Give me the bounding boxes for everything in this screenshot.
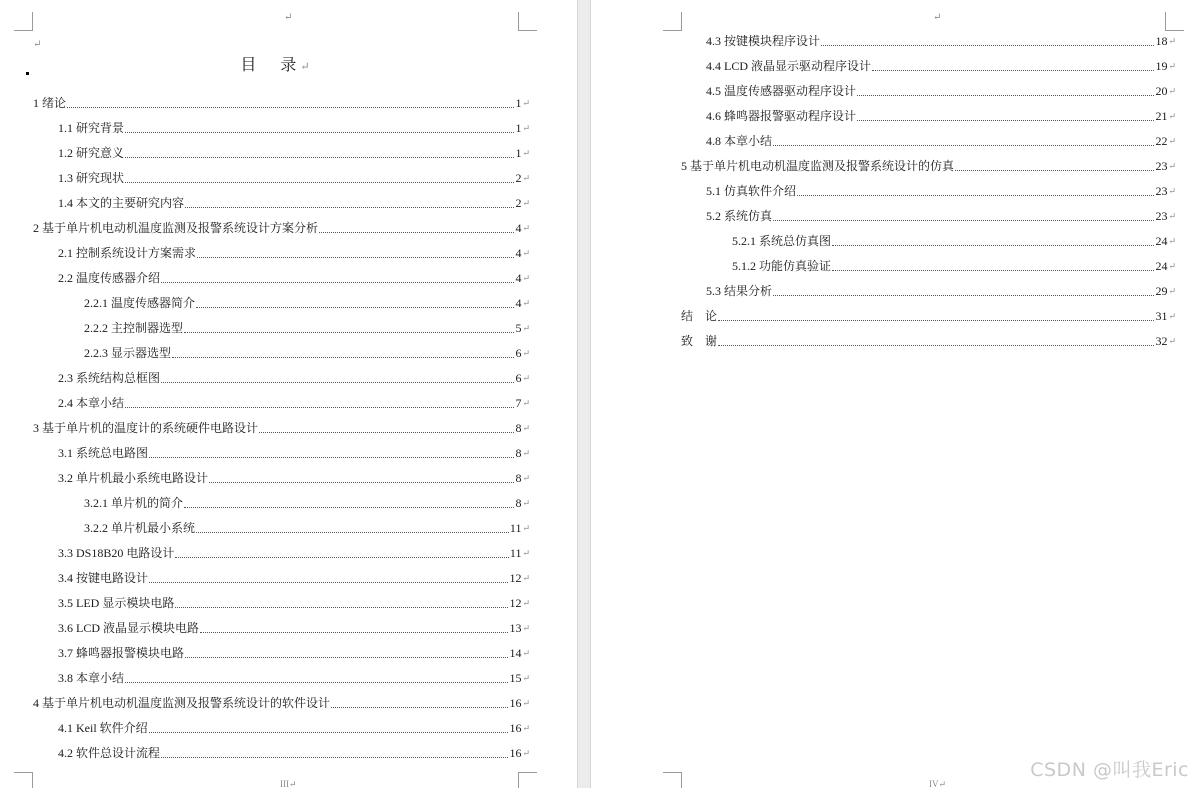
margin-corner-bottom-right <box>518 772 537 788</box>
toc-entry-page: 1 <box>515 145 522 160</box>
toc-entry-label: 1 绪论 <box>33 95 67 110</box>
toc-list-left <box>0 90 530 765</box>
toc-entry-page: 4 <box>515 220 522 235</box>
paragraph-mark: ↵ <box>522 197 530 208</box>
toc-entry[interactable] <box>0 465 530 490</box>
toc-dot-leader <box>161 282 514 283</box>
toc-entry-label: 4.5 温度传感器驱动程序设计 <box>706 83 857 98</box>
toc-entry-page: 7 <box>515 395 522 410</box>
paragraph-mark: ↵ <box>522 322 530 333</box>
toc-entry-label: 3.2.1 单片机的简介 <box>84 495 184 510</box>
footer-page-number-text: IV <box>929 779 939 788</box>
toc-entry[interactable] <box>591 153 1176 178</box>
toc-entry-page: 29 <box>1155 283 1168 298</box>
toc-dot-leader <box>149 582 508 583</box>
toc-entry-label: 4.8 本章小结 <box>706 133 773 148</box>
paragraph-mark: ↵ <box>1168 110 1176 121</box>
paragraph-mark: ↵ <box>522 597 530 608</box>
toc-dot-leader <box>125 407 514 408</box>
empty-paragraph-mark: ↵ <box>33 39 42 50</box>
toc-dot-leader <box>197 257 514 258</box>
toc-dot-leader <box>184 332 514 333</box>
toc-entry-page: 16 <box>509 720 522 735</box>
toc-dot-leader <box>955 170 1154 171</box>
toc-entry-label: 4.6 蜂鸣器报警驱动程序设计 <box>706 108 857 123</box>
toc-entry-label: 3.7 蜂鸣器报警模块电路 <box>58 645 185 660</box>
toc-entry-page: 11 <box>509 520 522 535</box>
toc-dot-leader <box>67 107 514 108</box>
toc-entry[interactable] <box>0 515 530 540</box>
toc-entry[interactable] <box>0 565 530 590</box>
toc-entry-page: 4 <box>515 245 522 260</box>
toc-entry-label: 5 基于单片机电动机温度监测及报警系统设计的仿真 <box>681 158 955 173</box>
toc-entry[interactable] <box>0 340 530 365</box>
toc-entry-page: 20 <box>1155 83 1168 98</box>
paragraph-mark: ↵ <box>522 572 530 583</box>
toc-entry-label: 5.2 系统仿真 <box>706 208 773 223</box>
toc-entry-page: 23 <box>1155 183 1168 198</box>
toc-dot-leader <box>832 245 1154 246</box>
toc-dot-leader <box>175 607 508 608</box>
toc-entry-page: 12 <box>509 570 522 585</box>
footer-page-number <box>280 779 297 788</box>
toc-entry-page: 6 <box>515 370 522 385</box>
paragraph-mark: ↵ <box>522 122 530 133</box>
toc-entry-page: 1 <box>515 95 522 110</box>
toc-entry-label: 3 基于单片机的温度计的系统硬件电路设计 <box>33 420 259 435</box>
paragraph-mark: ↵ <box>522 272 530 283</box>
toc-dot-leader <box>161 382 514 383</box>
paragraph-mark: ↵ <box>522 497 530 508</box>
toc-entry[interactable] <box>0 715 530 740</box>
paragraph-mark: ↵ <box>1168 85 1176 96</box>
toc-entry-label: 3.3 DS18B20 电路设计 <box>58 545 175 560</box>
toc-entry[interactable] <box>0 390 530 415</box>
toc-dot-leader <box>149 732 509 733</box>
toc-dot-leader <box>319 232 514 233</box>
toc-entry-page: 19 <box>1155 58 1168 73</box>
document-page-right <box>591 0 1197 788</box>
toc-entry-label: 2.2.2 主控制器选型 <box>84 320 184 335</box>
paragraph-mark: ↵ <box>522 522 530 533</box>
toc-title-text: 目 录 <box>240 57 301 74</box>
toc-entry[interactable] <box>591 328 1176 353</box>
margin-corner-top-left <box>14 12 33 31</box>
toc-dot-leader <box>196 532 509 533</box>
paragraph-mark: ↵ <box>522 472 530 483</box>
toc-entry-label: 1.3 研究现状 <box>58 170 125 185</box>
toc-title <box>0 56 550 77</box>
toc-entry-page: 13 <box>509 620 522 635</box>
toc-entry[interactable] <box>591 278 1176 303</box>
toc-entry-label: 5.1.2 功能仿真验证 <box>732 258 832 273</box>
toc-entry[interactable] <box>0 365 530 390</box>
paragraph-mark: ↵ <box>522 222 530 233</box>
toc-dot-leader <box>331 707 508 708</box>
paragraph-mark: ↵ <box>522 297 530 308</box>
toc-entry-label: 3.6 LCD 液晶显示模块电路 <box>58 620 200 635</box>
toc-entry[interactable] <box>0 115 530 140</box>
toc-entry-page: 21 <box>1155 108 1168 123</box>
toc-entry-page: 8 <box>515 495 522 510</box>
toc-entry-page: 6 <box>515 345 522 360</box>
toc-entry-page: 14 <box>509 645 522 660</box>
toc-entry-label: 4.1 Keil 软件介绍 <box>58 720 148 735</box>
footer-paragraph-mark: ↵ <box>938 779 947 788</box>
toc-dot-leader <box>832 270 1154 271</box>
toc-dot-leader <box>200 632 508 633</box>
toc-entry-page: 23 <box>1155 208 1168 223</box>
toc-entry[interactable] <box>0 640 530 665</box>
footer-page-number-text: III <box>280 779 289 788</box>
paragraph-mark: ↵ <box>1168 210 1176 221</box>
toc-dot-leader <box>773 145 1154 146</box>
toc-entry-page: 5 <box>515 320 522 335</box>
toc-entry-label: 3.8 本章小结 <box>58 670 125 685</box>
toc-entry-label: 5.3 结果分析 <box>706 283 773 298</box>
paragraph-mark: ↵ <box>522 147 530 158</box>
margin-corner-bottom-left <box>663 772 682 788</box>
toc-dot-leader <box>872 70 1154 71</box>
toc-dot-leader <box>185 657 508 658</box>
toc-dot-leader <box>184 507 514 508</box>
paragraph-mark: ↵ <box>522 697 530 708</box>
header-paragraph-mark: ↵ <box>284 12 293 23</box>
toc-entry-label: 3.2 单片机最小系统电路设计 <box>58 470 209 485</box>
csdn-watermark: CSDN @叫我Eric <box>1030 759 1189 781</box>
toc-dot-leader <box>125 182 514 183</box>
paragraph-mark: ↵ <box>1168 135 1176 146</box>
toc-entry[interactable] <box>591 303 1176 328</box>
toc-entry-label: 3.4 按键电路设计 <box>58 570 149 585</box>
toc-entry-label: 2 基于单片机电动机温度监测及报警系统设计方案分析 <box>33 220 319 235</box>
toc-list-right <box>591 28 1176 353</box>
toc-entry-label: 致 谢 <box>681 333 718 348</box>
paragraph-mark: ↵ <box>1168 260 1176 271</box>
toc-entry-page: 23 <box>1155 158 1168 173</box>
toc-entry-label: 2.1 控制系统设计方案需求 <box>58 245 197 260</box>
toc-entry-label: 3.5 LED 显示模块电路 <box>58 595 175 610</box>
toc-entry[interactable] <box>0 265 530 290</box>
toc-entry-page: 11 <box>509 545 522 560</box>
toc-entry-page: 4 <box>515 270 522 285</box>
toc-entry[interactable] <box>0 315 530 340</box>
paragraph-mark: ↵ <box>1168 60 1176 71</box>
page-gap <box>577 0 591 788</box>
paragraph-mark: ↵ <box>522 422 530 433</box>
document-page-left <box>0 0 577 788</box>
toc-entry[interactable] <box>0 140 530 165</box>
toc-dot-leader <box>196 307 514 308</box>
paragraph-mark: ↵ <box>522 722 530 733</box>
toc-dot-leader <box>857 95 1154 96</box>
toc-entry-page: 32 <box>1155 333 1168 348</box>
paragraph-mark: ↵ <box>522 647 530 658</box>
title-paragraph-mark: ↵ <box>300 61 310 73</box>
toc-dot-leader <box>161 757 508 758</box>
toc-entry-page: 8 <box>515 445 522 460</box>
toc-entry-label: 4 基于单片机电动机温度监测及报警系统设计的软件设计 <box>33 695 331 710</box>
paragraph-mark: ↵ <box>522 247 530 258</box>
toc-entry-label: 5.1 仿真软件介绍 <box>706 183 797 198</box>
toc-dot-leader <box>857 120 1154 121</box>
toc-entry[interactable] <box>591 203 1176 228</box>
toc-entry[interactable] <box>0 615 530 640</box>
toc-entry[interactable] <box>0 290 530 315</box>
paragraph-mark: ↵ <box>1168 285 1176 296</box>
toc-entry-page: 4 <box>515 295 522 310</box>
margin-corner-top-right <box>518 12 537 31</box>
toc-dot-leader <box>209 482 514 483</box>
toc-entry[interactable] <box>0 590 530 615</box>
toc-dot-leader <box>718 320 1154 321</box>
toc-entry[interactable] <box>0 690 530 715</box>
toc-entry[interactable] <box>0 740 530 765</box>
paragraph-mark: ↵ <box>522 747 530 758</box>
toc-entry-label: 2.2 温度传感器介绍 <box>58 270 161 285</box>
toc-entry-page: 12 <box>509 595 522 610</box>
toc-entry-page: 15 <box>509 670 522 685</box>
paragraph-mark: ↵ <box>522 347 530 358</box>
paragraph-mark: ↵ <box>1168 235 1176 246</box>
toc-entry-label: 2.2.3 显示器选型 <box>84 345 172 360</box>
paragraph-mark: ↵ <box>1168 35 1176 46</box>
paragraph-mark: ↵ <box>522 672 530 683</box>
footer-paragraph-mark: ↵ <box>289 779 297 788</box>
toc-entry-page: 8 <box>515 420 522 435</box>
paragraph-mark: ↵ <box>1168 335 1176 346</box>
toc-entry[interactable] <box>0 90 530 115</box>
toc-entry-page: 16 <box>509 695 522 710</box>
toc-dot-leader <box>797 195 1154 196</box>
toc-entry-page: 24 <box>1155 258 1168 273</box>
toc-dot-leader <box>718 345 1154 346</box>
paragraph-mark: ↵ <box>1168 185 1176 196</box>
toc-entry[interactable] <box>591 28 1176 53</box>
toc-dot-leader <box>773 295 1154 296</box>
toc-entry-page: 16 <box>509 745 522 760</box>
toc-entry-page: 22 <box>1155 133 1168 148</box>
toc-entry[interactable] <box>591 228 1176 253</box>
toc-entry-label: 4.2 软件总设计流程 <box>58 745 161 760</box>
toc-dot-leader <box>185 207 514 208</box>
toc-entry[interactable] <box>591 103 1176 128</box>
toc-entry-label: 结 论 <box>681 308 718 323</box>
toc-entry-label: 1.2 研究意义 <box>58 145 125 160</box>
toc-entry-page: 31 <box>1155 308 1168 323</box>
toc-dot-leader <box>172 357 514 358</box>
toc-entry[interactable] <box>0 165 530 190</box>
footer-page-number <box>929 779 946 788</box>
toc-entry[interactable] <box>591 178 1176 203</box>
toc-dot-leader <box>125 682 508 683</box>
paragraph-mark: ↵ <box>522 372 530 383</box>
toc-entry-label: 5.2.1 系统总仿真图 <box>732 233 832 248</box>
toc-dot-leader <box>149 457 514 458</box>
toc-entry-page: 18 <box>1155 33 1168 48</box>
toc-entry[interactable] <box>0 490 530 515</box>
toc-entry-page: 2 <box>515 170 522 185</box>
paragraph-mark: ↵ <box>1168 310 1176 321</box>
toc-entry[interactable] <box>591 253 1176 278</box>
toc-entry[interactable] <box>0 240 530 265</box>
toc-entry-label: 2.3 系统结构总框图 <box>58 370 161 385</box>
margin-corner-bottom-left <box>14 772 33 788</box>
toc-dot-leader <box>175 557 509 558</box>
paragraph-mark: ↵ <box>522 172 530 183</box>
toc-entry-label: 1.1 研究背景 <box>58 120 125 135</box>
toc-entry[interactable] <box>0 665 530 690</box>
toc-entry-label: 4.3 按键模块程序设计 <box>706 33 821 48</box>
paragraph-mark: ↵ <box>522 547 530 558</box>
toc-entry[interactable] <box>0 440 530 465</box>
header-paragraph-mark: ↵ <box>933 12 942 23</box>
toc-entry-page: 2 <box>515 195 522 210</box>
toc-entry[interactable] <box>591 53 1176 78</box>
toc-dot-leader <box>125 157 514 158</box>
paragraph-mark: ↵ <box>522 447 530 458</box>
toc-dot-leader <box>125 132 514 133</box>
toc-entry[interactable] <box>591 78 1176 103</box>
toc-dot-leader <box>821 45 1154 46</box>
toc-entry-label: 3.2.2 单片机最小系统 <box>84 520 196 535</box>
toc-entry-page: 8 <box>515 470 522 485</box>
toc-entry[interactable] <box>591 128 1176 153</box>
paragraph-mark: ↵ <box>522 97 530 108</box>
toc-entry[interactable] <box>0 215 530 240</box>
toc-entry[interactable] <box>0 540 530 565</box>
paragraph-mark: ↵ <box>522 622 530 633</box>
toc-dot-leader <box>259 432 514 433</box>
toc-entry-page: 24 <box>1155 233 1168 248</box>
toc-entry[interactable] <box>0 190 530 215</box>
toc-entry-label: 2.4 本章小结 <box>58 395 125 410</box>
toc-entry-label: 2.2.1 温度传感器简介 <box>84 295 196 310</box>
toc-entry[interactable] <box>0 415 530 440</box>
toc-entry-page: 1 <box>515 120 522 135</box>
toc-entry-label: 1.4 本文的主要研究内容 <box>58 195 185 210</box>
toc-entry-label: 4.4 LCD 液晶显示驱动程序设计 <box>706 58 872 73</box>
paragraph-mark: ↵ <box>1168 160 1176 171</box>
paragraph-mark: ↵ <box>522 397 530 408</box>
toc-dot-leader <box>773 220 1154 221</box>
toc-entry-label: 3.1 系统总电路图 <box>58 445 149 460</box>
